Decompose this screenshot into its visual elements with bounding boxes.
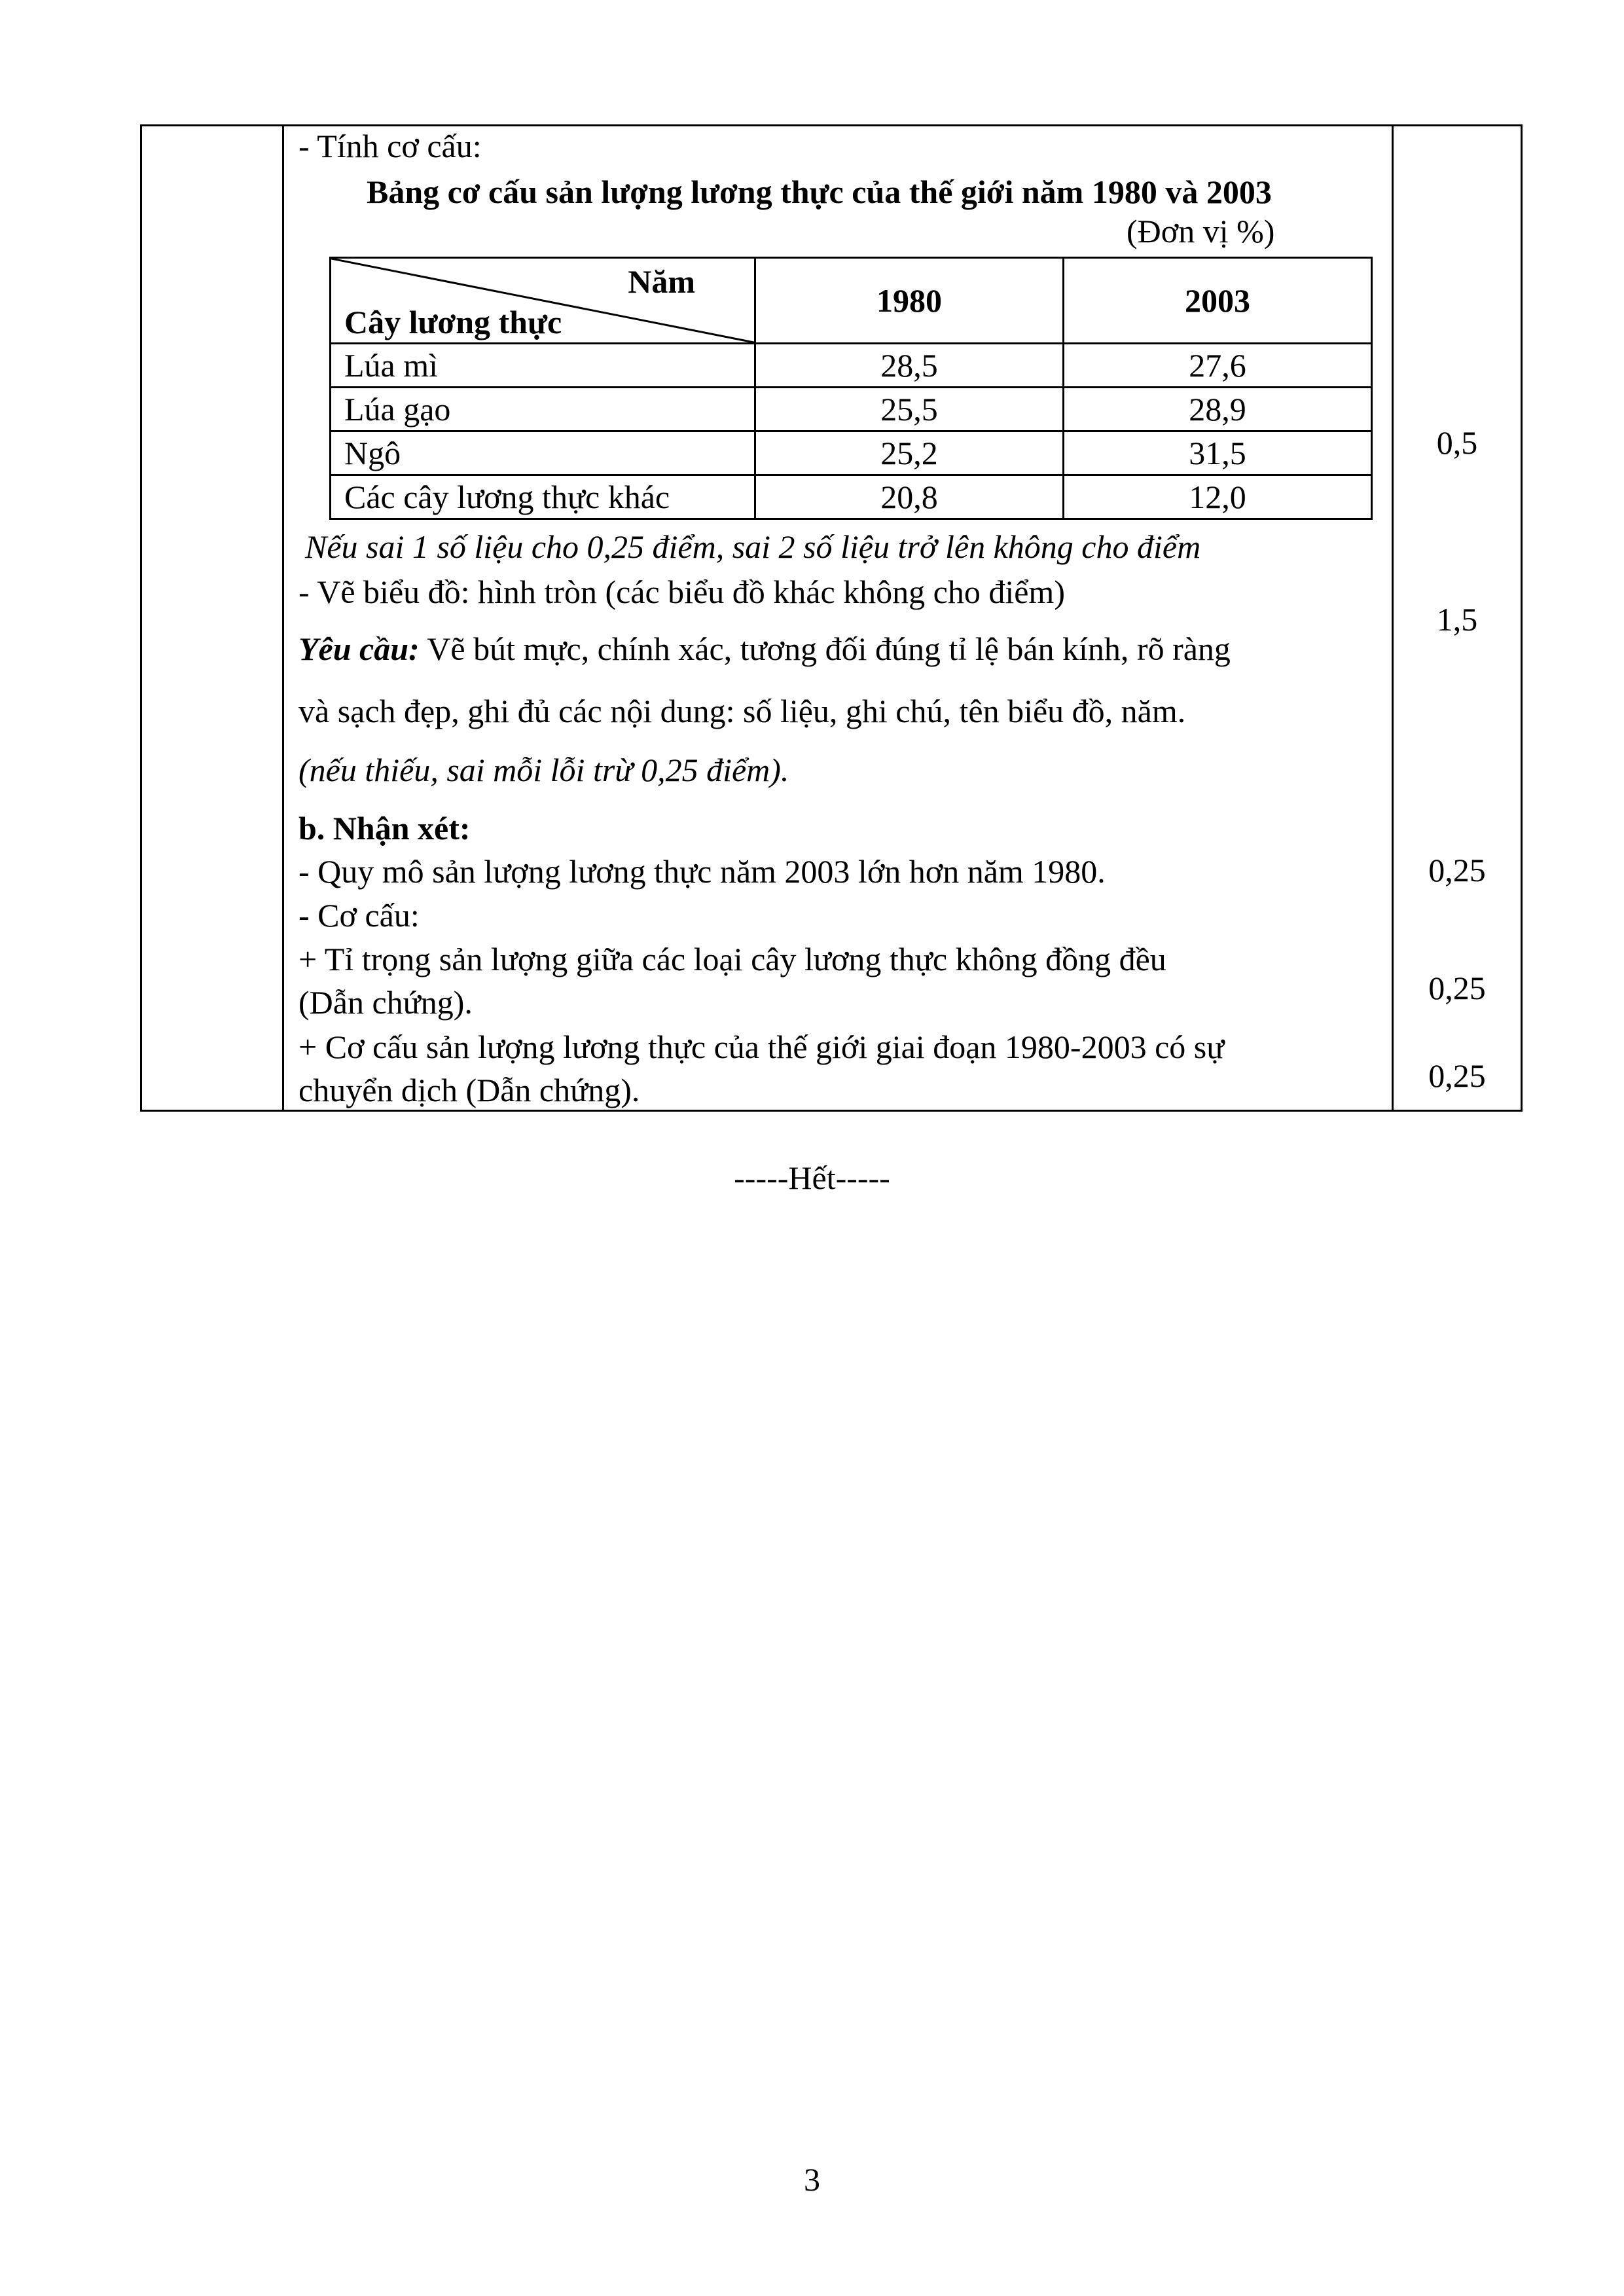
draw-chart-instruction: - Vẽ biểu đồ: hình tròn (các biểu đồ khác không cho điểm) (298, 574, 1065, 610)
corner-year-label: Năm (628, 263, 695, 300)
table-row (331, 475, 1372, 519)
score-chart: 1,5 (1436, 601, 1478, 638)
value-1980: 20,8 (755, 475, 1064, 519)
comment-3b: (Dẫn chứng). (298, 984, 473, 1021)
table-row (331, 388, 1372, 431)
page-number: 3 (804, 2161, 820, 2198)
value-1980: 28,5 (755, 344, 1064, 388)
table-row (331, 344, 1372, 388)
table-title: Bảng cơ cấu sản lượng lương thực của thế giới năm 1980 và 2003 (367, 173, 1272, 210)
requirement-text: Vẽ bút mực, chính xác, tương đối đúng tỉ lệ bán kính, rõ ràng (419, 630, 1231, 667)
column-divider-1 (282, 126, 284, 1110)
crop-name: Lúa mì (331, 344, 755, 388)
comment-3a: + Tỉ trọng sản lượng giữa các loại cây lương thực không đồng đều (298, 941, 1166, 977)
score-comment-3: 0,25 (1428, 1057, 1486, 1094)
comment-heading: b. Nhận xét: (298, 810, 471, 847)
table-corner-cell (331, 258, 755, 344)
header-year-1980: 1980 (755, 258, 1064, 344)
table-row (331, 431, 1372, 475)
comment-4b: chuyển dịch (Dẫn chứng). (298, 1072, 640, 1108)
requirement-label: Yêu cầu: (298, 630, 420, 667)
unit-label: (Đơn vị %) (1127, 213, 1275, 249)
comment-4a: + Cơ cấu sản lượng lương thực của thế giới giai đoạn 1980-2003 có sự (298, 1029, 1225, 1065)
value-2003: 12,0 (1064, 475, 1372, 519)
header-year-2003: 2003 (1064, 258, 1372, 344)
error-note: Nếu sai 1 số liệu cho 0,25 điểm, sai 2 số liệu trở lên không cho điểm (305, 528, 1201, 565)
end-marker: -----Hết----- (734, 1159, 890, 1196)
corner-crop-label: Cây lương thực (344, 304, 562, 340)
requirement-line-2: và sạch đẹp, ghi đủ các nội dung: số liệu, ghi chú, tên biểu đồ, năm. (298, 693, 1186, 729)
value-2003: 27,6 (1064, 344, 1372, 388)
crop-name: Lúa gạo (331, 388, 755, 431)
tinh-co-cau: - Tính cơ cấu: (298, 128, 482, 164)
crop-name: Các cây lương thực khác (331, 475, 755, 519)
crop-name: Ngô (331, 431, 755, 475)
structure-table (329, 257, 1373, 520)
value-1980: 25,5 (755, 388, 1064, 431)
value-2003: 31,5 (1064, 431, 1372, 475)
score-table: 0,5 (1436, 424, 1478, 461)
requirement-line-1 (298, 629, 1231, 669)
value-1980: 25,2 (755, 431, 1064, 475)
comment-1: - Quy mô sản lượng lương thực năm 2003 lớn hơn năm 1980. (298, 853, 1106, 890)
value-2003: 28,9 (1064, 388, 1372, 431)
score-comment-1: 0,25 (1428, 852, 1486, 888)
comment-2: - Cơ cấu: (298, 897, 420, 934)
penalty-note: (nếu thiếu, sai mỗi lỗi trừ 0,25 điểm). (298, 752, 789, 788)
score-comment-2: 0,25 (1428, 970, 1486, 1006)
